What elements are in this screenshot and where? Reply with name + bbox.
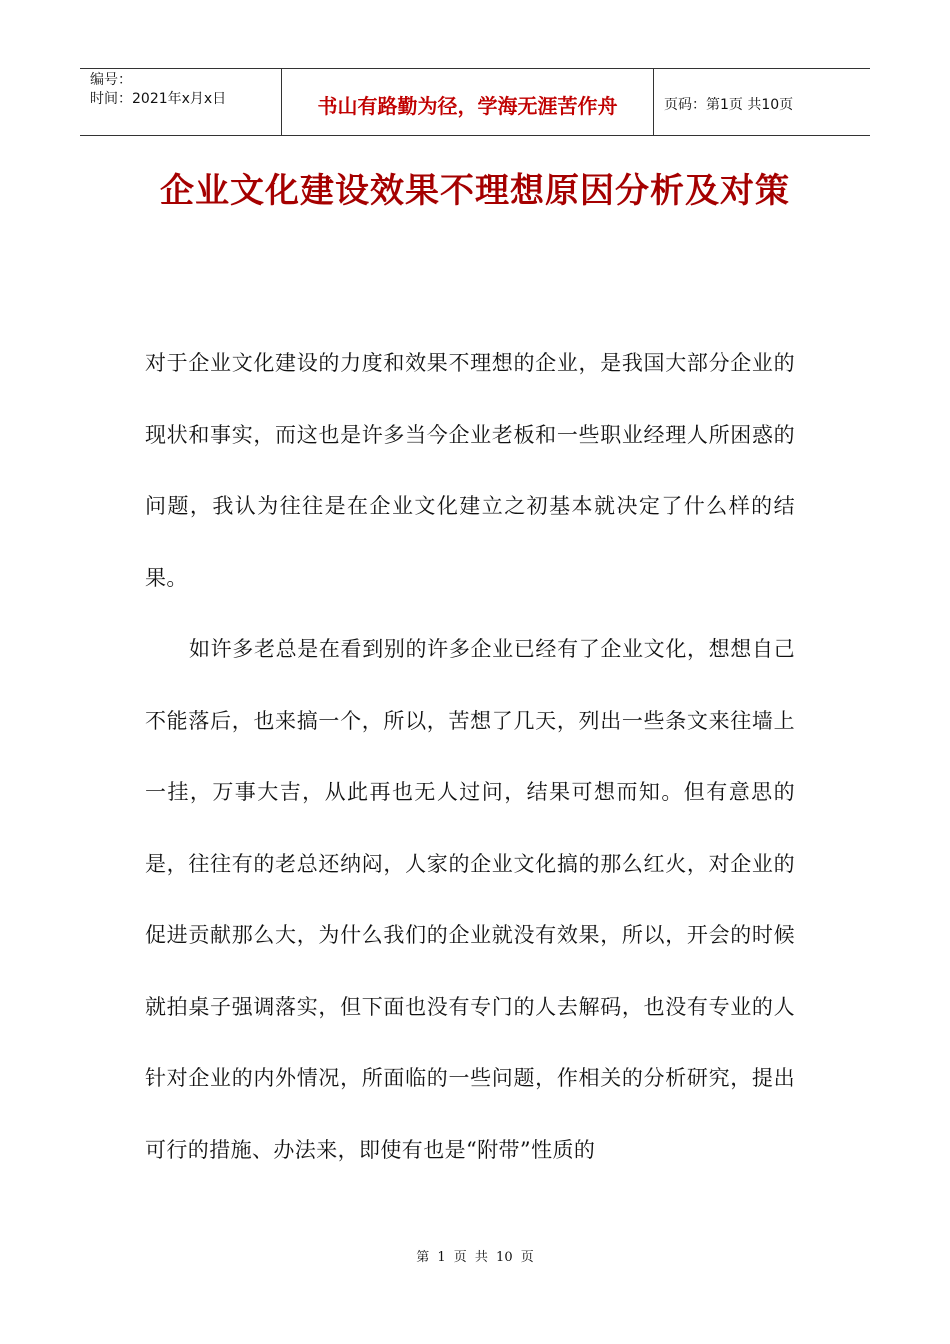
header-page-cell: [654, 69, 870, 135]
header-page-info: 页码：第1页 共10页: [664, 97, 794, 113]
document-body: [145, 328, 795, 1186]
document-title: 企业文化建设效果不理想原因分析及对策: [160, 171, 790, 211]
header-motto: 书山有路勤为径，学海无涯苦作舟: [317, 93, 618, 118]
header-motto-cell: [282, 69, 654, 135]
page-header: [80, 68, 870, 136]
paragraph-1: 对于企业文化建设的力度和效果不理想的企业，是我国大部分企业的现状和事实，而这也是许多当今企业老板和一些职业经理人所困惑的问题，我认为往往是在企业文化建立之初基本就决定了什么样的结果。: [145, 351, 795, 590]
header-meta-cell: [80, 69, 282, 135]
document-date-label: 时间：2021年x月x日: [90, 91, 227, 107]
document-number-label: 编号：: [90, 72, 132, 88]
paragraph-2: 如许多老总是在看到别的许多企业已经有了企业文化，想想自己不能落后，也来搞一个，所以，苦想了几天，列出一些条文来往墙上一挂，万事大吉，从此再也无人过问，结果可想而知。但有意思的是，往往有的老总还纳闷，人家的企业文化搞的那么红火，对企业的促进贡献那么大，为什么我们的企业就没有效果，所以，开会的时候就拍桌子强调落实，但下面也没有专门的人去解码，也没有专业的人针对企业的内外情况，所面临的一些问题，作相关的分析研究，提出可行的措施、办法来，即使有也是“附带”性质的: [145, 637, 795, 1162]
page-footer: 第 1 页 共 10 页: [416, 1250, 534, 1265]
